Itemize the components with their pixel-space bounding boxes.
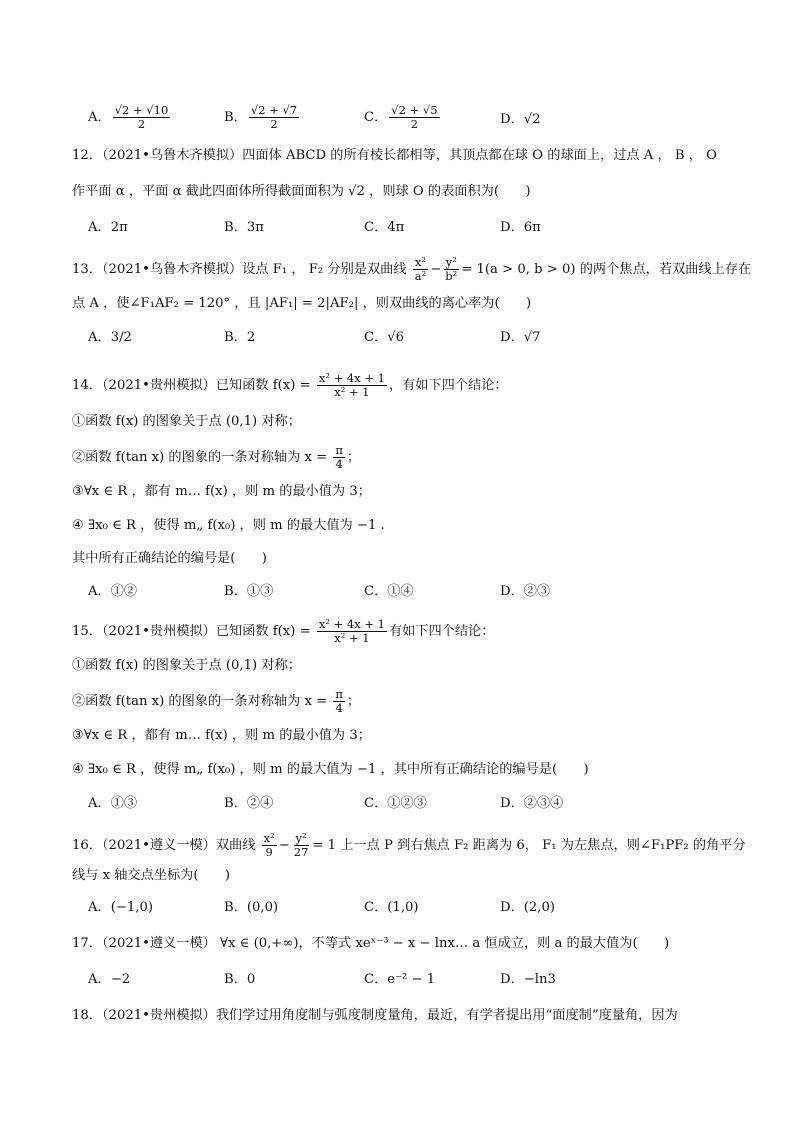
q13-text-b: = 1(a > 0, b > 0) 的两个焦点，若双曲线上存在 <box>461 262 752 277</box>
q15-s2-text: ②函数 f(tan x) 的图象的一条对称轴为 x = <box>72 694 328 709</box>
q13-options <box>0 328 793 358</box>
q14-frac: $\frac{\text{x² + 4x + 1}}{\text{x² + 1}}$ <box>318 371 385 399</box>
q15-option-b[interactable]: B．②④ <box>224 796 274 811</box>
q16-frac-x: $\frac{\text{x²}}{9}$ <box>263 831 275 859</box>
q11-option-b[interactable]: B． $\frac{√2 + √7}{2}$ <box>224 103 298 131</box>
q14-statement-3: ③∀x ∈ R ，都有 m… f(x) ，则 m 的最小值为 3； <box>72 484 371 499</box>
q14-ask: 其中所有正确结论的编号是( ) <box>72 551 267 566</box>
q15-statement-1: ①函数 f(x) 的图象关于点 (0,1) 对称； <box>72 658 301 673</box>
q13-line-1: 13．（2021•乌鲁木齐模拟）设点 F₁ ， F₂ 分别是双曲线 $\frac{\text{x²}}{\text{a²}}$ − $\frac{\text{y²}}{\text{b²}}$ = 1(a > 0, b > 0) 的两个焦点，若双曲线上存在 <box>72 255 752 283</box>
q14-frac-pi: $\frac{\pi}{4}$ <box>335 443 343 471</box>
q12-line-2: 作平面 α ，平面 α 截此四面体所得截面面积为 √2 ，则球 O 的表面积为( ) <box>72 184 531 199</box>
q15-frac-pi: $\frac{\pi}{4}$ <box>335 687 343 715</box>
q14-line-1 <box>72 372 723 399</box>
q13-option-b[interactable]: B．2 <box>224 330 256 345</box>
q14-text-b: ，有如下四个结论： <box>388 378 508 393</box>
q18-line-1: 18．（2021•贵州模拟）我们学过用角度制与弧度制度量角，最近，有学者提出用“面度制”度量角，因为 <box>72 1008 678 1023</box>
q14-options <box>0 582 793 612</box>
q12-option-d[interactable]: D．6π <box>500 220 541 235</box>
q11-options <box>0 104 793 134</box>
q15-option-d[interactable]: D．②③④ <box>500 796 564 811</box>
q15-statement-3: ③∀x ∈ R ，都有 m… f(x) ，则 m 的最小值为 3； <box>72 728 371 743</box>
q11-option-a[interactable]: A． $\frac{√2 + √10}{2}$ <box>88 103 169 131</box>
q17-option-a[interactable]: A．−2 <box>88 972 131 987</box>
q14-text-a: 14．（2021•贵州模拟）已知函数 f(x) = <box>72 378 311 393</box>
q16-text-b: = 1 上一点 P 到右焦点 F₂ 距离为 6， F₁ 为左焦点，则∠F₁PF₂ 的角平分 <box>312 838 746 853</box>
q15-line-1 <box>72 618 723 645</box>
q12-option-b[interactable]: B．3π <box>224 220 264 235</box>
q14-statement-1: ①函数 f(x) 的图象关于点 (0,1) 对称； <box>72 414 301 429</box>
q13-frac-y: $\frac{\text{y²}}{\text{b²}}$ <box>445 255 458 283</box>
q15-text-b: 有如下四个结论： <box>388 624 495 639</box>
q17-line-1: 17．（2021•遵义一模） ∀x ∈ (0,+∞)，不等式 xeˣ⁻³ − x − lnx… a 恒成立，则 a 的最大值为( ) <box>72 936 670 951</box>
q14-statement-4: ④ ∃x₀ ∈ R ，使得 m„ f(x₀) ，则 m 的最大值为 −1 . <box>72 518 385 533</box>
q13-line-2: 点 A ，使∠F₁AF₂ = 120° ，且 |AF₁| = 2|AF₂| ，则双曲线的离心率为( ) <box>72 296 532 311</box>
q16-option-b[interactable]: B．(0,0) <box>224 900 279 915</box>
q15-text-a: 15．（2021•贵州模拟）已知函数 f(x) = <box>72 624 311 639</box>
q16-line-1: 16．（2021•遵义一模）双曲线 $\frac{\text{x²}}{9}$ − $\frac{\text{y²}}{27}$ = 1 上一点 P 到右焦点 F₂ 距离为 6， F₁ 为左焦点，则∠F₁PF₂ 的角平分 <box>72 831 746 859</box>
q13-frac-x: $\frac{\text{x²}}{\text{a²}}$ <box>414 255 427 283</box>
q17-option-b[interactable]: B．0 <box>224 972 256 987</box>
q13-option-c[interactable]: C．√6 <box>364 330 405 345</box>
q12-line-1: 12．（2021•乌鲁木齐模拟）四面体 ABCD 的所有棱长都相等，其顶点都在球 O 的球面上，过点 A ， B ， O <box>72 148 717 163</box>
q14-option-d[interactable]: D．②③ <box>500 584 551 599</box>
q16-frac-y: $\frac{\text{y²}}{27}$ <box>293 831 309 859</box>
q17-option-d[interactable]: D．−ln3 <box>500 972 556 987</box>
q14-statement-2: ②函数 f(tan x) 的图象的一条对称轴为 x = $\frac{\pi}{4}$ ； <box>72 443 361 471</box>
q16-text-a: 16．（2021•遵义一模）双曲线 <box>72 838 256 853</box>
q15-statement-2: ②函数 f(tan x) 的图象的一条对称轴为 x = $\frac{\pi}{4}$ ； <box>72 687 361 715</box>
q14-option-c[interactable]: C．①④ <box>364 584 414 599</box>
q15-option-c[interactable]: C．①②③ <box>364 796 427 811</box>
q16-options <box>0 898 793 928</box>
q15-options <box>0 794 793 824</box>
q13-option-a[interactable]: A．3/2 <box>88 330 132 345</box>
q15-frac: $\frac{\text{x² + 4x + 1}}{\text{x² + 1}}$ <box>318 617 385 645</box>
q14-s2-text: ②函数 f(tan x) 的图象的一条对称轴为 x = <box>72 450 328 465</box>
q16-option-a[interactable]: A．(−1,0) <box>88 900 154 915</box>
q11-option-c[interactable]: C． $\frac{√2 + √5}{2}$ <box>364 103 438 131</box>
q15-statement-4: ④ ∃x₀ ∈ R ，使得 m„ f(x₀) ，则 m 的最大值为 −1 ，其中所有正确结论的编号是( ) <box>72 762 589 777</box>
q13-text-a: 13．（2021•乌鲁木齐模拟）设点 F₁ ， F₂ 分别是双曲线 <box>72 262 407 277</box>
q15-option-a[interactable]: A．①③ <box>88 796 138 811</box>
q13-option-d[interactable]: D．√7 <box>500 330 541 345</box>
q17-option-c[interactable]: C．e⁻² − 1 <box>364 972 436 987</box>
q12-option-c[interactable]: C．4π <box>364 220 405 235</box>
q16-line-2: 线与 x 轴交点坐标为( ) <box>72 868 230 883</box>
q17-options <box>0 970 793 1000</box>
q12-option-a[interactable]: A．2π <box>88 220 128 235</box>
q14-option-b[interactable]: B．①③ <box>224 584 274 599</box>
q16-option-c[interactable]: C．(1,0) <box>364 900 419 915</box>
q12-options <box>0 218 793 248</box>
q14-option-a[interactable]: A．①② <box>88 584 138 599</box>
q11-option-d[interactable]: D．√2 <box>500 112 541 127</box>
q16-option-d[interactable]: D．(2,0) <box>500 900 556 915</box>
